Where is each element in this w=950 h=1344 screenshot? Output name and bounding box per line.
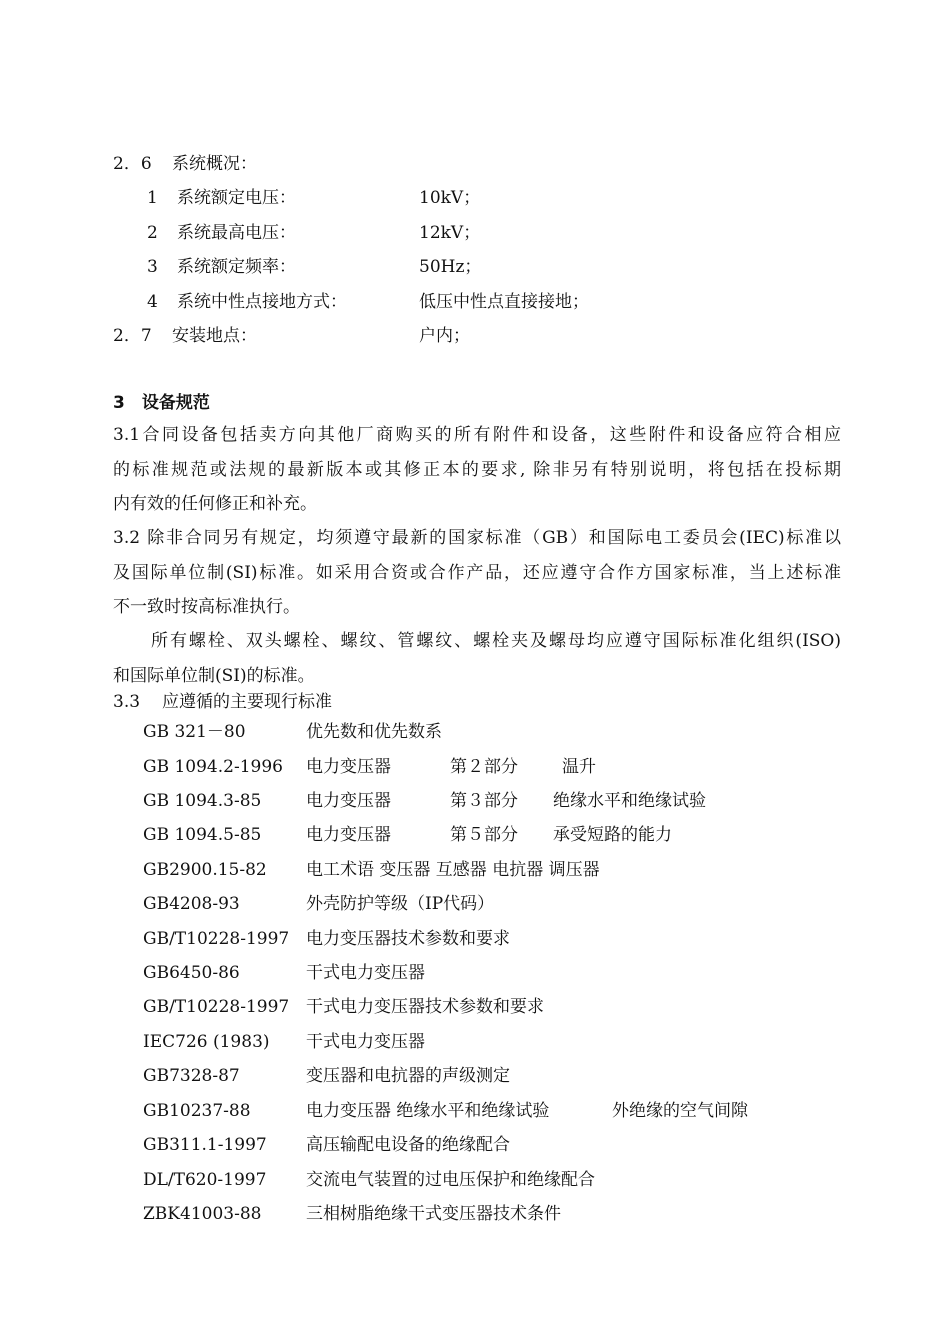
section-2-6-title: 系统概况： <box>172 154 257 174</box>
standard-part: 第２部分 <box>450 757 518 777</box>
system-item-label: 系统额定频率： <box>177 257 296 277</box>
section-2-7-number: 2．7 <box>113 326 152 346</box>
paragraph-line: 的标准规范或法规的最新版本或其修正本的要求, 除非另有特别说明，将包括在投标期 <box>113 459 841 480</box>
standard-code: GB2900.15-82 <box>143 860 267 880</box>
standard-title: 外壳防护等级（IP代码） <box>306 894 495 914</box>
system-item-number: 4 <box>147 292 158 312</box>
standard-code: DL/T620-1997 <box>143 1170 267 1190</box>
standard-part: 第５部分 <box>450 825 518 845</box>
standard-title: 变压器和电抗器的声级测定 <box>306 1066 510 1086</box>
standard-code: GB311.1-1997 <box>143 1135 267 1155</box>
system-item-value: 低压中性点直接接地； <box>419 292 589 312</box>
section-3-heading: 3 设备规范 <box>113 393 210 413</box>
paragraph-line: 和国际单位制(SI)的标准。 <box>113 665 315 686</box>
paragraph-line: 不一致时按高标准执行。 <box>113 597 300 617</box>
standard-code: GB/T10228-1997 <box>143 929 290 949</box>
paragraph-line: 3.2 除非合同另有规定，均须遵守最新的国家标准（GB）和国际电工委员会(IEC)标准以 <box>113 528 841 548</box>
standard-code: GB 1094.2-1996 <box>143 757 283 777</box>
system-item-value: 12kV； <box>419 223 481 243</box>
paragraph-line: 所有螺栓、双头螺栓、螺纹、管螺纹、螺栓夹及螺母均应遵守国际标准化组织(ISO) <box>151 631 841 651</box>
standard-code: GB/T10228-1997 <box>143 997 290 1017</box>
system-item-number: 3 <box>147 257 158 277</box>
standard-code: GB10237-88 <box>143 1101 251 1121</box>
standard-code: IEC726 (1983) <box>143 1032 270 1052</box>
standard-title: 电力变压器 <box>306 791 391 811</box>
section-2-7-value: 户内； <box>419 326 470 346</box>
paragraph-line: 及国际单位制(SI)标准。如采用合资或合作产品，还应遵守合作方国家标准，当上述标准 <box>113 562 841 583</box>
system-item-value: 50Hz； <box>419 257 482 277</box>
paragraph-3-2 <box>113 521 841 625</box>
standard-code: GB 1094.5-85 <box>143 825 262 845</box>
section-3-3-title: 应遵循的主要现行标准 <box>162 692 332 712</box>
paragraph-fasteners <box>113 624 841 693</box>
standard-title: 电力变压器 <box>306 757 391 777</box>
standard-title: 干式电力变压器 <box>306 1032 425 1052</box>
paragraph-3-1 <box>113 418 841 522</box>
standard-code: GB7328-87 <box>143 1066 240 1086</box>
standard-title: 干式电力变压器技术参数和要求 <box>306 997 544 1017</box>
standard-title: 干式电力变压器 <box>306 963 425 983</box>
paragraph-line: 内有效的任何修正和补充。 <box>113 494 317 514</box>
system-item-label: 系统最高电压： <box>177 223 296 243</box>
standard-subject: 外绝缘的空气间隙 <box>612 1101 748 1121</box>
standard-title: 三相树脂绝缘干式变压器技术条件 <box>306 1204 561 1224</box>
section-2-6-number: 2．6 <box>113 154 152 174</box>
standard-title: 电力变压器技术参数和要求 <box>306 929 510 949</box>
system-item-label: 系统中性点接地方式： <box>177 292 347 312</box>
standard-title: 电力变压器 绝缘水平和绝缘试验 <box>306 1101 550 1121</box>
standard-subject: 承受短路的能力 <box>553 825 672 845</box>
standard-title: 电工术语 变压器 互感器 电抗器 调压器 <box>306 860 600 880</box>
paragraph-line: 3.1合同设备包括卖方向其他厂商购买的所有附件和设备，这些附件和设备应符合相应 <box>113 425 841 445</box>
standard-code: GB 321－80 <box>143 722 246 742</box>
standard-code: GB 1094.3-85 <box>143 791 262 811</box>
standard-title: 交流电气装置的过电压保护和绝缘配合 <box>306 1170 595 1190</box>
standard-subject: 温升 <box>562 757 596 777</box>
section-3-3-number: 3.3 <box>113 692 141 712</box>
standard-title: 电力变压器 <box>306 825 391 845</box>
section-2-7-title: 安装地点： <box>172 326 257 346</box>
standard-part: 第３部分 <box>450 791 518 811</box>
standard-title: 优先数和优先数系 <box>306 722 442 742</box>
system-item-number: 1 <box>147 188 158 208</box>
system-item-number: 2 <box>147 223 158 243</box>
standard-code: GB6450-86 <box>143 963 240 983</box>
system-item-label: 系统额定电压： <box>177 188 296 208</box>
standard-subject: 绝缘水平和绝缘试验 <box>553 791 706 811</box>
standard-title: 高压输配电设备的绝缘配合 <box>306 1135 510 1155</box>
standard-code: GB4208-93 <box>143 894 240 914</box>
standard-code: ZBK41003-88 <box>143 1204 262 1224</box>
system-item-value: 10kV； <box>419 188 481 208</box>
